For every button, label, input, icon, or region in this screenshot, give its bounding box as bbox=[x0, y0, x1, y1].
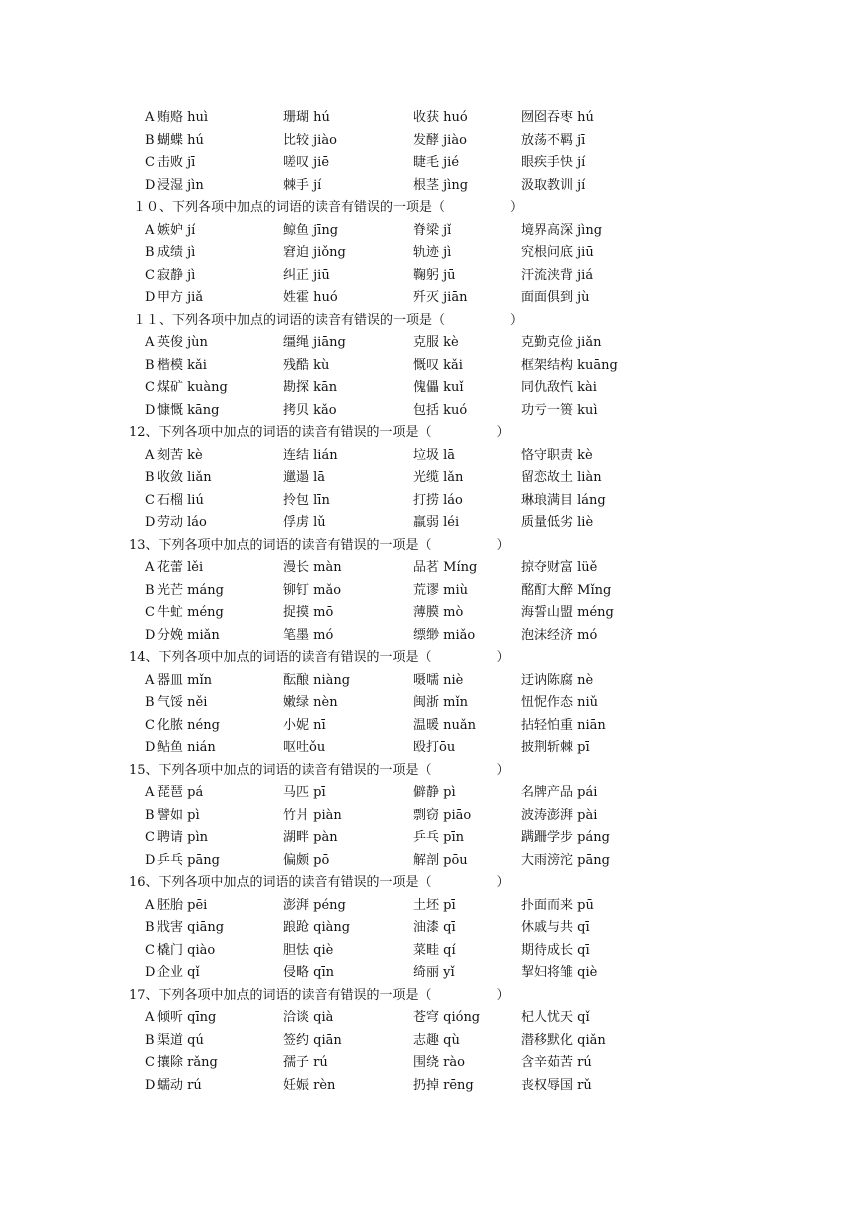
word-with-pinyin: 小妮 nī bbox=[283, 717, 326, 733]
word-with-pinyin: 含辛茹苦 rú bbox=[521, 1055, 592, 1070]
question-line bbox=[0, 197, 860, 220]
word-with-pinyin: 扔掉 rēng bbox=[413, 1077, 474, 1093]
word-with-pinyin: 譬如 pì bbox=[157, 807, 200, 823]
option-letter: B bbox=[145, 132, 155, 148]
word-with-pinyin: 嗫嚅 niè bbox=[413, 672, 464, 688]
word-with-pinyin: 拈轻怕重 niān bbox=[521, 717, 606, 733]
word-with-pinyin: 品茗 Míng bbox=[413, 560, 478, 575]
word-with-pinyin: 缥缈 miǎo bbox=[413, 627, 476, 643]
word-with-pinyin: 侵略 qīn bbox=[283, 965, 334, 980]
option-letter: D bbox=[145, 177, 156, 193]
question-line bbox=[0, 310, 860, 333]
word-with-pinyin: 漫长 màn bbox=[283, 560, 342, 575]
word-with-pinyin: 铆钉 mǎo bbox=[283, 582, 342, 598]
word-with-pinyin: 汲取教训 jí bbox=[521, 177, 586, 193]
word-with-pinyin: 残酷 kù bbox=[283, 357, 330, 373]
question-title: １１、下列各项中加点的词语的读音有错误的一项是（ ） bbox=[133, 312, 524, 328]
word-with-pinyin: 同仇敌忾 kài bbox=[521, 380, 597, 395]
option-letter: C bbox=[145, 492, 155, 508]
question-title: 14、下列各项中加点的词语的读音有错误的一项是（ ） bbox=[129, 650, 510, 665]
word-with-pinyin: 蠕动 rú bbox=[157, 1077, 202, 1093]
word-with-pinyin: 拷贝 kǎo bbox=[283, 402, 337, 418]
option-row bbox=[0, 220, 860, 243]
option-row bbox=[0, 490, 860, 513]
option-row bbox=[0, 692, 860, 715]
word-with-pinyin: 迂讷陈腐 nè bbox=[521, 672, 594, 688]
word-with-pinyin: 蝴蝶 hú bbox=[157, 132, 204, 148]
option-letter: B bbox=[145, 695, 155, 710]
word-with-pinyin: 鲇鱼 nián bbox=[157, 740, 216, 755]
word-with-pinyin: 酩酊大醉 Mǐng bbox=[521, 582, 612, 598]
question-line bbox=[0, 760, 860, 783]
option-row bbox=[0, 805, 860, 828]
word-with-pinyin: 企业 qǐ bbox=[157, 965, 200, 980]
option-letter: D bbox=[145, 515, 156, 530]
word-with-pinyin: 睫毛 jié bbox=[413, 155, 460, 170]
word-with-pinyin: 姓霍 huó bbox=[283, 290, 338, 305]
option-letter: A bbox=[145, 672, 155, 688]
option-letter: B bbox=[145, 807, 155, 823]
word-with-pinyin: 慷慨 kāng bbox=[157, 402, 220, 418]
word-with-pinyin: 澎湃 péng bbox=[283, 897, 346, 913]
word-with-pinyin: 捉摸 mō bbox=[283, 605, 334, 620]
word-with-pinyin: 名牌产品 pái bbox=[521, 785, 598, 800]
word-with-pinyin: 收获 huó bbox=[413, 110, 468, 125]
word-with-pinyin: 成绩 jì bbox=[157, 245, 196, 260]
option-letter: A bbox=[145, 335, 155, 350]
word-with-pinyin: 慨叹 kǎi bbox=[413, 357, 463, 373]
word-with-pinyin: 拎包 līn bbox=[283, 492, 330, 508]
word-with-pinyin: 甲方 jiǎ bbox=[157, 290, 204, 305]
question-line bbox=[0, 422, 860, 445]
word-with-pinyin: 眼疾手快 jí bbox=[521, 155, 586, 170]
option-letter: B bbox=[145, 357, 155, 373]
question-line bbox=[0, 535, 860, 558]
word-with-pinyin: 海誓山盟 méng bbox=[521, 605, 614, 620]
word-with-pinyin: 脊梁 jǐ bbox=[413, 222, 452, 238]
option-letter: C bbox=[145, 155, 155, 170]
option-row bbox=[0, 1007, 860, 1030]
option-row bbox=[0, 400, 860, 423]
option-letter: D bbox=[145, 290, 156, 305]
word-with-pinyin: 胆怯 qiè bbox=[283, 942, 334, 958]
word-with-pinyin: 殴打ōu bbox=[413, 740, 456, 755]
word-with-pinyin: 荒谬 miù bbox=[413, 582, 468, 598]
word-with-pinyin: 踉跄 qiàng bbox=[283, 920, 351, 935]
word-with-pinyin: 打捞 láo bbox=[413, 492, 463, 508]
option-letter: A bbox=[145, 447, 155, 463]
word-with-pinyin: 竹爿 piàn bbox=[283, 807, 342, 823]
option-row bbox=[0, 1052, 860, 1075]
option-letter: C bbox=[145, 717, 155, 733]
option-row bbox=[0, 265, 860, 288]
word-with-pinyin: 琳琅满目 láng bbox=[521, 492, 606, 508]
option-row bbox=[0, 107, 860, 130]
option-row bbox=[0, 625, 860, 648]
option-row bbox=[0, 130, 860, 153]
word-with-pinyin: 泡沫经济 mó bbox=[521, 627, 598, 643]
word-with-pinyin: 嗟叹 jiē bbox=[283, 155, 330, 170]
question-title: 16、下列各项中加点的词语的读音有错误的一项是（ ） bbox=[129, 875, 510, 890]
word-with-pinyin: 克勤克俭 jiǎn bbox=[521, 335, 602, 350]
word-with-pinyin: 光缆 lǎn bbox=[413, 470, 464, 485]
option-letter: B bbox=[145, 245, 155, 260]
word-with-pinyin: 发酵 jiào bbox=[413, 132, 467, 148]
word-with-pinyin: 闽浙 mǐn bbox=[413, 695, 468, 710]
word-with-pinyin: 囫囵吞枣 hú bbox=[521, 110, 594, 125]
word-with-pinyin: 化脓 néng bbox=[157, 717, 220, 733]
option-row bbox=[0, 895, 860, 918]
option-letter: A bbox=[145, 1010, 155, 1025]
question-title: 17、下列各项中加点的词语的读音有错误的一项是（ ） bbox=[129, 987, 510, 1003]
word-with-pinyin: 土坯 pī bbox=[413, 897, 456, 913]
option-letter: C bbox=[145, 830, 155, 845]
word-with-pinyin: 温暖 nuǎn bbox=[413, 717, 477, 733]
word-with-pinyin: 勘探 kān bbox=[283, 380, 338, 395]
word-with-pinyin: 根茎 jìng bbox=[413, 177, 469, 193]
question-title: 15、下列各项中加点的词语的读音有错误的一项是（ ） bbox=[129, 762, 510, 778]
word-with-pinyin: 究根问底 jiū bbox=[521, 245, 594, 260]
word-with-pinyin: 绮丽 yǐ bbox=[413, 965, 455, 980]
option-letter: D bbox=[145, 402, 156, 418]
word-with-pinyin: 放荡不羁 jī bbox=[521, 132, 586, 148]
word-with-pinyin: 呕吐ǒu bbox=[283, 740, 326, 755]
option-letter: B bbox=[145, 920, 155, 935]
option-letter: A bbox=[145, 110, 155, 125]
word-with-pinyin: 击败 jī bbox=[157, 155, 196, 170]
word-with-pinyin: 大雨滂沱 pāng bbox=[521, 852, 610, 868]
word-with-pinyin: 掠夺财富 lüě bbox=[521, 560, 598, 575]
option-row bbox=[0, 287, 860, 310]
word-with-pinyin: 境界高深 jìng bbox=[521, 222, 603, 238]
word-with-pinyin: 期待成长 qī bbox=[521, 942, 590, 958]
word-with-pinyin: 妊娠 rèn bbox=[283, 1077, 336, 1093]
word-with-pinyin: 棘手 jí bbox=[283, 177, 322, 193]
word-with-pinyin: 忸怩作态 niǔ bbox=[521, 695, 599, 710]
word-with-pinyin: 乒乓 pāng bbox=[157, 852, 220, 868]
word-with-pinyin: 俘虏 lǔ bbox=[283, 515, 326, 530]
word-with-pinyin: 志趣 qù bbox=[413, 1032, 460, 1048]
word-with-pinyin: 签约 qiān bbox=[283, 1032, 342, 1048]
option-row bbox=[0, 917, 860, 940]
word-with-pinyin: 留恋故土 liàn bbox=[521, 470, 602, 485]
question-title: 13、下列各项中加点的词语的读音有错误的一项是（ ） bbox=[129, 537, 510, 553]
option-row bbox=[0, 940, 860, 963]
question-title: １０、下列各项中加点的词语的读音有错误的一项是（ ） bbox=[133, 200, 524, 215]
option-row bbox=[0, 377, 860, 400]
word-with-pinyin: 功亏一篑 kuì bbox=[521, 402, 598, 418]
word-with-pinyin: 倾听 qīng bbox=[157, 1010, 217, 1025]
word-with-pinyin: 傀儡 kuǐ bbox=[413, 380, 464, 395]
question-line bbox=[0, 985, 860, 1008]
word-with-pinyin: 酝酿 niàng bbox=[283, 672, 351, 688]
option-row bbox=[0, 445, 860, 468]
word-with-pinyin: 苍穹 qióng bbox=[413, 1010, 481, 1025]
option-letter: A bbox=[145, 222, 155, 238]
word-with-pinyin: 克服 kè bbox=[413, 335, 459, 350]
word-with-pinyin: 洽谈 qià bbox=[283, 1010, 334, 1025]
option-row bbox=[0, 580, 860, 603]
word-with-pinyin: 花蕾 lěi bbox=[157, 560, 204, 575]
option-row bbox=[0, 152, 860, 175]
word-with-pinyin: 纠正 jiū bbox=[283, 267, 330, 283]
word-with-pinyin: 披荆斩棘 pī bbox=[521, 740, 590, 755]
option-row bbox=[0, 467, 860, 490]
worksheet bbox=[0, 107, 860, 1097]
word-with-pinyin: 贿赂 huì bbox=[157, 110, 209, 125]
option-letter: D bbox=[145, 965, 156, 980]
word-with-pinyin: 油漆 qī bbox=[413, 920, 456, 935]
option-letter: D bbox=[145, 852, 156, 868]
word-with-pinyin: 英俊 jùn bbox=[157, 335, 208, 350]
word-with-pinyin: 连结 lián bbox=[283, 447, 338, 463]
word-with-pinyin: 嫉妒 jí bbox=[157, 222, 196, 238]
word-with-pinyin: 歼灭 jiān bbox=[413, 290, 468, 305]
word-with-pinyin: 劳动 láo bbox=[157, 515, 207, 530]
option-row bbox=[0, 715, 860, 738]
option-row bbox=[0, 242, 860, 265]
word-with-pinyin: 牛虻 méng bbox=[157, 605, 224, 620]
word-with-pinyin: 攘除 rǎng bbox=[157, 1055, 218, 1070]
word-with-pinyin: 器皿 mǐn bbox=[157, 672, 212, 688]
word-with-pinyin: 渠道 qú bbox=[157, 1032, 204, 1048]
word-with-pinyin: 汗流浃背 jiá bbox=[521, 267, 594, 283]
word-with-pinyin: 煤矿 kuàng bbox=[157, 380, 228, 395]
option-letter: C bbox=[145, 605, 155, 620]
option-letter: A bbox=[145, 560, 155, 575]
word-with-pinyin: 马匹 pī bbox=[283, 785, 326, 800]
word-with-pinyin: 波涛澎湃 pài bbox=[521, 807, 598, 823]
option-letter: D bbox=[145, 740, 156, 755]
option-row bbox=[0, 962, 860, 985]
option-letter: B bbox=[145, 1032, 155, 1048]
word-with-pinyin: 菜畦 qí bbox=[413, 942, 456, 958]
option-row bbox=[0, 512, 860, 535]
question-line bbox=[0, 872, 860, 895]
option-letter: A bbox=[145, 897, 155, 913]
option-row bbox=[0, 602, 860, 625]
word-with-pinyin: 分娩 miǎn bbox=[157, 627, 220, 643]
word-with-pinyin: 蹒跚学步 páng bbox=[521, 830, 610, 845]
option-row bbox=[0, 332, 860, 355]
option-letter: B bbox=[145, 470, 155, 485]
option-row bbox=[0, 737, 860, 760]
word-with-pinyin: 薄膜 mò bbox=[413, 605, 464, 620]
word-with-pinyin: 僻静 pì bbox=[413, 785, 456, 800]
word-with-pinyin: 刻苦 kè bbox=[157, 447, 203, 463]
word-with-pinyin: 鞠躬 jū bbox=[413, 267, 456, 283]
word-with-pinyin: 围绕 rào bbox=[413, 1055, 465, 1070]
word-with-pinyin: 孺子 rú bbox=[283, 1055, 328, 1070]
option-row bbox=[0, 670, 860, 693]
question-title: 12、下列各项中加点的词语的读音有错误的一项是（ ） bbox=[129, 425, 510, 440]
word-with-pinyin: 橇门 qiào bbox=[157, 942, 216, 958]
option-letter: B bbox=[145, 582, 155, 598]
word-with-pinyin: 浸湿 jìn bbox=[157, 177, 204, 193]
word-with-pinyin: 解剖 pōu bbox=[413, 852, 468, 868]
word-with-pinyin: 寂静 jì bbox=[157, 267, 196, 283]
option-letter: D bbox=[145, 1077, 156, 1093]
option-row bbox=[0, 827, 860, 850]
word-with-pinyin: 窘迫 jiǒng bbox=[283, 245, 346, 260]
option-row bbox=[0, 355, 860, 378]
word-with-pinyin: 垃圾 lā bbox=[413, 447, 456, 463]
option-letter: D bbox=[145, 627, 156, 643]
word-with-pinyin: 包括 kuó bbox=[413, 402, 468, 418]
word-with-pinyin: 收敛 liǎn bbox=[157, 470, 212, 485]
word-with-pinyin: 丧权辱国 rǔ bbox=[521, 1077, 592, 1093]
word-with-pinyin: 气馁 něi bbox=[157, 695, 208, 710]
word-with-pinyin: 缰绳 jiāng bbox=[283, 335, 346, 350]
word-with-pinyin: 比较 jiào bbox=[283, 132, 337, 148]
word-with-pinyin: 鲸鱼 jīng bbox=[283, 222, 339, 238]
option-row bbox=[0, 1075, 860, 1098]
word-with-pinyin: 邋遢 lā bbox=[283, 470, 326, 485]
word-with-pinyin: 石榴 liú bbox=[157, 492, 204, 508]
word-with-pinyin: 休戚与共 qī bbox=[521, 920, 590, 935]
option-letter: C bbox=[145, 267, 155, 283]
word-with-pinyin: 面面俱到 jù bbox=[521, 290, 590, 305]
word-with-pinyin: 戕害 qiāng bbox=[157, 920, 225, 935]
option-letter: C bbox=[145, 1055, 155, 1070]
word-with-pinyin: 扑面而来 pū bbox=[521, 897, 594, 913]
option-row bbox=[0, 175, 860, 198]
word-with-pinyin: 嫩绿 nèn bbox=[283, 695, 338, 710]
option-row bbox=[0, 1030, 860, 1053]
word-with-pinyin: 琵琶 pá bbox=[157, 785, 204, 800]
word-with-pinyin: 恪守职责 kè bbox=[521, 447, 593, 463]
word-with-pinyin: 剽窃 piāo bbox=[413, 807, 472, 823]
option-letter: A bbox=[145, 785, 155, 800]
word-with-pinyin: 羸弱 léi bbox=[413, 515, 460, 530]
option-row bbox=[0, 557, 860, 580]
word-with-pinyin: 胚胎 pēi bbox=[157, 897, 208, 913]
option-row bbox=[0, 782, 860, 805]
option-row bbox=[0, 850, 860, 873]
option-letter: C bbox=[145, 380, 155, 395]
word-with-pinyin: 笔墨 mó bbox=[283, 627, 334, 643]
word-with-pinyin: 杞人忧天 qǐ bbox=[521, 1010, 590, 1025]
word-with-pinyin: 框架结构 kuāng bbox=[521, 357, 618, 373]
word-with-pinyin: 光芒 máng bbox=[157, 582, 224, 598]
word-with-pinyin: 挈妇将雏 qiè bbox=[521, 965, 598, 980]
word-with-pinyin: 轨迹 jì bbox=[413, 245, 452, 260]
word-with-pinyin: 偏颇 pō bbox=[283, 852, 330, 868]
word-with-pinyin: 潜移默化 qiǎn bbox=[521, 1032, 606, 1048]
word-with-pinyin: 乒乓 pīn bbox=[413, 830, 464, 845]
question-line bbox=[0, 647, 860, 670]
word-with-pinyin: 质量低劣 liè bbox=[521, 515, 594, 530]
word-with-pinyin: 湖畔 pàn bbox=[283, 830, 338, 845]
word-with-pinyin: 聘请 pìn bbox=[157, 830, 208, 845]
option-letter: C bbox=[145, 942, 155, 958]
word-with-pinyin: 楷模 kǎi bbox=[157, 357, 207, 373]
word-with-pinyin: 珊瑚 hú bbox=[283, 110, 330, 125]
